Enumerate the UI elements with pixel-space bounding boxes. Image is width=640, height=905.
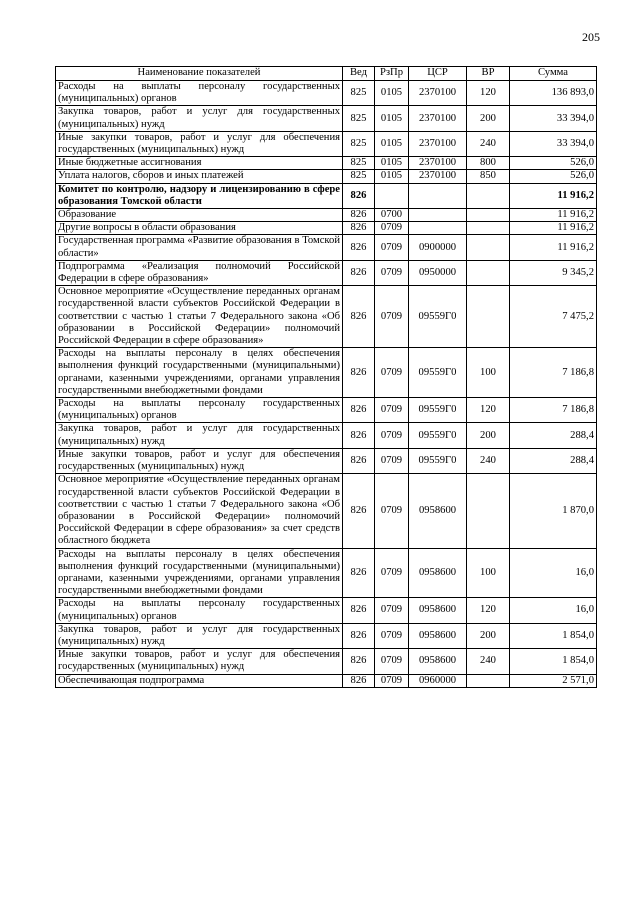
- row-csr-cell: 09559Г0: [409, 448, 467, 473]
- row-sum-cell: 33 394,0: [510, 131, 597, 156]
- row-ved-cell: 825: [343, 81, 375, 106]
- row-rzpr-cell: 0709: [375, 222, 409, 235]
- table-row: [56, 649, 597, 674]
- row-vr-cell: [467, 474, 510, 548]
- row-name-cell: Иные закупки товаров, работ и услуг для обеспечения государственных (муниципальных) нужд: [56, 131, 343, 156]
- header-vr: ВР: [467, 67, 510, 81]
- row-vr-cell: 200: [467, 423, 510, 448]
- row-ved-cell: 826: [343, 598, 375, 623]
- table-row: [56, 222, 597, 235]
- row-ved-cell: 826: [343, 398, 375, 423]
- row-csr-cell: 2370100: [409, 157, 467, 170]
- row-vr-cell: 240: [467, 131, 510, 156]
- row-name-cell: Подпрограмма «Реализация полномочий Российской Федерации в сфере образования»: [56, 260, 343, 285]
- row-ved-cell: 826: [343, 674, 375, 687]
- row-rzpr-cell: [375, 183, 409, 208]
- row-vr-cell: [467, 674, 510, 687]
- table-row: [56, 235, 597, 260]
- row-vr-cell: 240: [467, 448, 510, 473]
- row-name-cell: Расходы на выплаты персоналу в целях обеспечения выполнения функций государственными (муниципальными) органами, казенными учреждениями, органами управления государственными внебюджетными фондами: [56, 348, 343, 398]
- row-rzpr-cell: 0709: [375, 598, 409, 623]
- row-csr-cell: 2370100: [409, 131, 467, 156]
- row-csr-cell: 0958600: [409, 649, 467, 674]
- row-sum-cell: 7 186,8: [510, 348, 597, 398]
- row-csr-cell: 0958600: [409, 548, 467, 598]
- row-sum-cell: 288,4: [510, 448, 597, 473]
- row-name-cell: Иные бюджетные ассигнования: [56, 157, 343, 170]
- row-sum-cell: 288,4: [510, 423, 597, 448]
- row-sum-cell: 136 893,0: [510, 81, 597, 106]
- row-name-cell: Иные закупки товаров, работ и услуг для обеспечения государственных (муниципальных) нужд: [56, 649, 343, 674]
- row-name-cell: Уплата налогов, сборов и иных платежей: [56, 170, 343, 183]
- row-sum-cell: 1 870,0: [510, 474, 597, 548]
- row-ved-cell: 825: [343, 157, 375, 170]
- row-sum-cell: 1 854,0: [510, 649, 597, 674]
- row-ved-cell: 826: [343, 649, 375, 674]
- row-rzpr-cell: 0709: [375, 286, 409, 348]
- budget-table: [55, 66, 597, 688]
- table-row: [56, 106, 597, 131]
- table-row: [56, 170, 597, 183]
- row-rzpr-cell: 0700: [375, 209, 409, 222]
- row-name-cell: Обеспечивающая подпрограмма: [56, 674, 343, 687]
- row-sum-cell: 11 916,2: [510, 222, 597, 235]
- row-rzpr-cell: 0105: [375, 81, 409, 106]
- table-row: [56, 131, 597, 156]
- row-csr-cell: 2370100: [409, 81, 467, 106]
- row-name-cell: Государственная программа «Развитие образования в Томской области»: [56, 235, 343, 260]
- table-row: [56, 260, 597, 285]
- row-vr-cell: [467, 209, 510, 222]
- row-rzpr-cell: 0709: [375, 423, 409, 448]
- row-csr-cell: [409, 209, 467, 222]
- header-sum: Сумма: [510, 67, 597, 81]
- table-row: [56, 423, 597, 448]
- table-row: [56, 157, 597, 170]
- table-row: [56, 398, 597, 423]
- row-rzpr-cell: 0105: [375, 157, 409, 170]
- row-name-cell: Закупка товаров, работ и услуг для государственных (муниципальных) нужд: [56, 106, 343, 131]
- table-row: [56, 209, 597, 222]
- row-sum-cell: 7 475,2: [510, 286, 597, 348]
- row-name-cell: Образование: [56, 209, 343, 222]
- row-ved-cell: 826: [343, 474, 375, 548]
- row-csr-cell: [409, 222, 467, 235]
- row-rzpr-cell: 0709: [375, 348, 409, 398]
- row-sum-cell: 11 916,2: [510, 209, 597, 222]
- row-rzpr-cell: 0709: [375, 474, 409, 548]
- row-csr-cell: 09559Г0: [409, 348, 467, 398]
- row-name-cell: Закупка товаров, работ и услуг для государственных (муниципальных) нужд: [56, 623, 343, 648]
- table-row: [56, 81, 597, 106]
- row-sum-cell: 16,0: [510, 598, 597, 623]
- row-name-cell: Иные закупки товаров, работ и услуг для обеспечения государственных (муниципальных) нужд: [56, 448, 343, 473]
- row-ved-cell: 826: [343, 260, 375, 285]
- row-vr-cell: 120: [467, 398, 510, 423]
- row-name-cell: Другие вопросы в области образования: [56, 222, 343, 235]
- row-name-cell: Расходы на выплаты персоналу государственных (муниципальных) органов: [56, 81, 343, 106]
- row-ved-cell: 826: [343, 209, 375, 222]
- row-sum-cell: 526,0: [510, 170, 597, 183]
- table-header-row: [56, 67, 597, 81]
- row-sum-cell: 11 916,2: [510, 183, 597, 208]
- row-vr-cell: [467, 286, 510, 348]
- row-vr-cell: 200: [467, 106, 510, 131]
- row-name-cell: Расходы на выплаты персоналу государственных (муниципальных) органов: [56, 598, 343, 623]
- row-ved-cell: 825: [343, 106, 375, 131]
- row-ved-cell: 826: [343, 348, 375, 398]
- table-row: [56, 674, 597, 687]
- row-rzpr-cell: 0105: [375, 170, 409, 183]
- row-ved-cell: 826: [343, 423, 375, 448]
- row-csr-cell: 0900000: [409, 235, 467, 260]
- row-csr-cell: 09559Г0: [409, 398, 467, 423]
- header-ved: Вед: [343, 67, 375, 81]
- row-csr-cell: 0958600: [409, 623, 467, 648]
- row-name-cell: Расходы на выплаты персоналу в целях обеспечения выполнения функций государственными (муниципальными) органами, казенными учреждениями, органами управления государственными внебюджетными фондами: [56, 548, 343, 598]
- row-ved-cell: 826: [343, 548, 375, 598]
- table-row: [56, 623, 597, 648]
- row-vr-cell: [467, 222, 510, 235]
- table-row: [56, 598, 597, 623]
- row-name-cell: Комитет по контролю, надзору и лицензированию в сфере образования Томской области: [56, 183, 343, 208]
- row-csr-cell: 2370100: [409, 170, 467, 183]
- row-csr-cell: 0950000: [409, 260, 467, 285]
- row-vr-cell: 100: [467, 548, 510, 598]
- row-rzpr-cell: 0709: [375, 260, 409, 285]
- table-row: [56, 448, 597, 473]
- row-csr-cell: [409, 183, 467, 208]
- table-row: [56, 286, 597, 348]
- row-sum-cell: 11 916,2: [510, 235, 597, 260]
- row-csr-cell: 0958600: [409, 598, 467, 623]
- row-vr-cell: 120: [467, 598, 510, 623]
- row-ved-cell: 826: [343, 623, 375, 648]
- row-csr-cell: 2370100: [409, 106, 467, 131]
- row-vr-cell: 120: [467, 81, 510, 106]
- row-name-cell: Основное мероприятие «Осуществление переданных органам государственной власти субъектов Российской Федерации в соответствии с частью 1 статьи 7 Федерального закона «Об образовании в Российской Федерации» полномочий Российской Федерации в сфере образования» за счет средств областного бюджета: [56, 474, 343, 548]
- row-sum-cell: 2 571,0: [510, 674, 597, 687]
- row-rzpr-cell: 0709: [375, 623, 409, 648]
- row-name-cell: Закупка товаров, работ и услуг для государственных (муниципальных) нужд: [56, 423, 343, 448]
- table-row: [56, 348, 597, 398]
- row-sum-cell: 1 854,0: [510, 623, 597, 648]
- row-ved-cell: 826: [343, 183, 375, 208]
- row-rzpr-cell: 0105: [375, 106, 409, 131]
- page-number: 205: [582, 30, 600, 44]
- row-ved-cell: 826: [343, 222, 375, 235]
- row-rzpr-cell: 0709: [375, 649, 409, 674]
- row-ved-cell: 825: [343, 170, 375, 183]
- row-ved-cell: 826: [343, 286, 375, 348]
- row-vr-cell: 800: [467, 157, 510, 170]
- row-rzpr-cell: 0105: [375, 131, 409, 156]
- row-csr-cell: 09559Г0: [409, 286, 467, 348]
- row-ved-cell: 826: [343, 235, 375, 260]
- row-rzpr-cell: 0709: [375, 548, 409, 598]
- row-vr-cell: [467, 235, 510, 260]
- row-csr-cell: 0960000: [409, 674, 467, 687]
- row-sum-cell: 33 394,0: [510, 106, 597, 131]
- header-csr: ЦСР: [409, 67, 467, 81]
- row-ved-cell: 826: [343, 448, 375, 473]
- row-name-cell: Основное мероприятие «Осуществление переданных органам государственной власти субъектов Российской Федерации в соответствии с частью 1 статьи 7 Федерального закона «Об образовании в Российской Федерации» полномочий Российской Федерации в сфере образования»: [56, 286, 343, 348]
- row-csr-cell: 0958600: [409, 474, 467, 548]
- row-vr-cell: 240: [467, 649, 510, 674]
- row-sum-cell: 526,0: [510, 157, 597, 170]
- row-vr-cell: 200: [467, 623, 510, 648]
- row-csr-cell: 09559Г0: [409, 423, 467, 448]
- row-rzpr-cell: 0709: [375, 398, 409, 423]
- row-sum-cell: 7 186,8: [510, 398, 597, 423]
- row-ved-cell: 825: [343, 131, 375, 156]
- row-vr-cell: [467, 183, 510, 208]
- row-name-cell: Расходы на выплаты персоналу государственных (муниципальных) органов: [56, 398, 343, 423]
- table-row: [56, 183, 597, 208]
- row-rzpr-cell: 0709: [375, 448, 409, 473]
- row-vr-cell: [467, 260, 510, 285]
- table-row: [56, 474, 597, 548]
- row-vr-cell: 100: [467, 348, 510, 398]
- row-sum-cell: 9 345,2: [510, 260, 597, 285]
- table-row: [56, 548, 597, 598]
- row-sum-cell: 16,0: [510, 548, 597, 598]
- row-rzpr-cell: 0709: [375, 674, 409, 687]
- row-rzpr-cell: 0709: [375, 235, 409, 260]
- header-rzpr: РзПр: [375, 67, 409, 81]
- table-body: [56, 81, 597, 688]
- header-name: Наименование показателей: [56, 67, 343, 81]
- row-vr-cell: 850: [467, 170, 510, 183]
